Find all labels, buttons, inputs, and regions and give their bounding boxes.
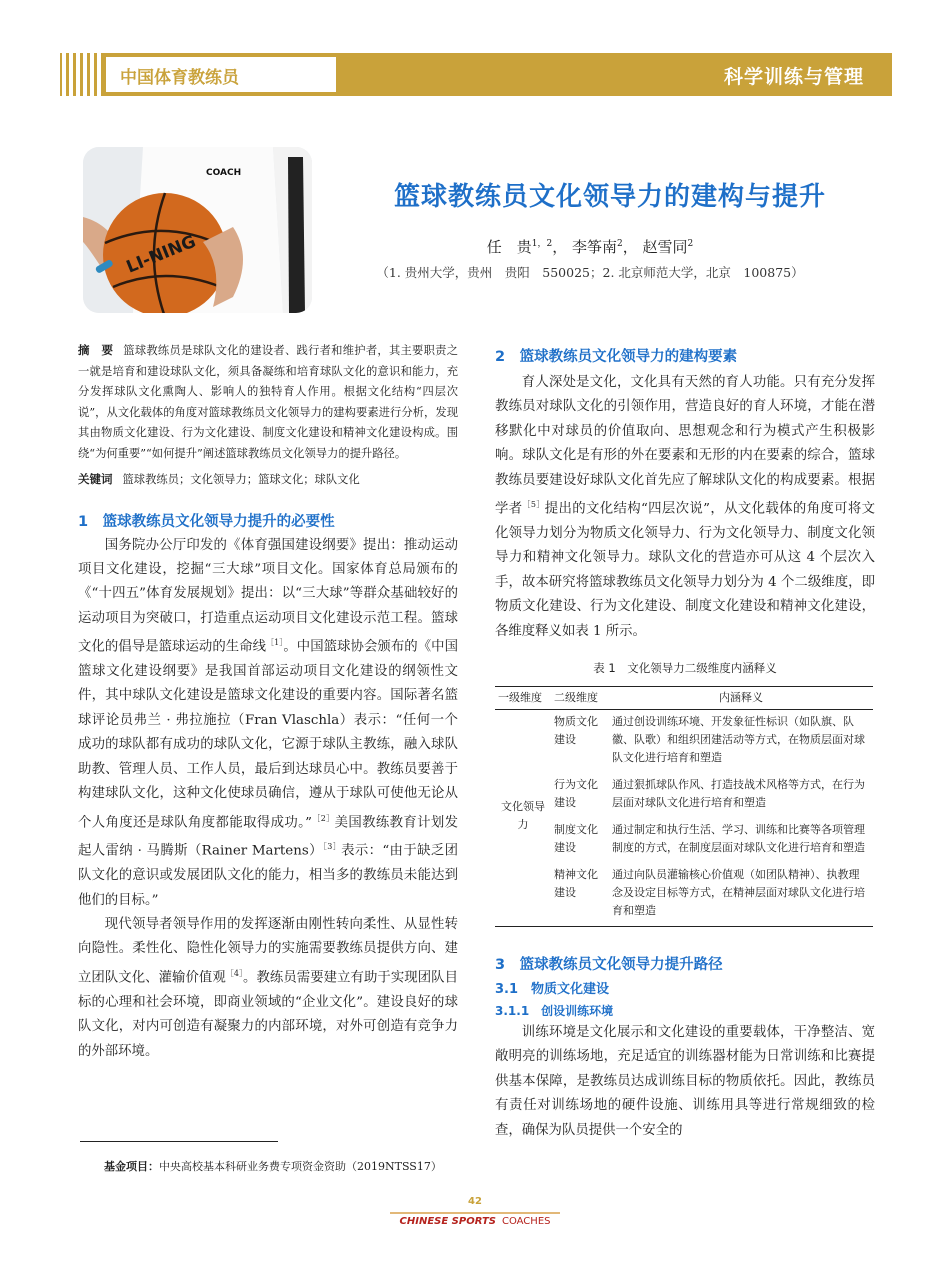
abstract-text: 篮球教练员是球队文化的建设者、践行者和维护者，其主要职责之一就是培育和建设球队文化，须具备凝练和培育球队文化的意识和能力，充分发挥球队文化熏陶人、影响人的独特育人作用。根据文化结构“四层次说”，从文化载体的角度对篮球教练员文化领导力的建构要素进行分析，发现其由物质文化建设、行为文化建设、制度文化建设和精神文化建设构成。围绕“为何重要”“如何提升”阐述篮球教练员文化领导力的提升路径。: [78, 344, 458, 460]
coach-photo-illustration: [83, 147, 312, 313]
table-desc-cell: 通过向队员灌输核心价值观（如团队精神）、执教理念及设定目标等方式，在精神层面对球队文化进行培育和塑造: [612, 867, 865, 917]
page-number: 42: [468, 1196, 482, 1207]
keywords-label: 关键词: [78, 471, 113, 486]
footer-brand: [0, 1216, 950, 1227]
shirt-text: COACH: [206, 168, 242, 178]
author-affil-mark: 2: [617, 239, 623, 249]
section-3-heading: 3 篮球教练员文化领导力提升路径: [495, 956, 723, 973]
citation-3: ［3］: [322, 842, 342, 852]
author-name: 赵雪同: [642, 238, 688, 256]
citation-4: ［4］: [225, 968, 244, 978]
table-1: [495, 686, 873, 927]
author-affil-mark: 2: [687, 239, 694, 249]
table-dim-cell: 制度文化建设: [554, 822, 598, 854]
citation-1: ［1］: [266, 638, 284, 648]
table-row: [495, 773, 873, 818]
table-header-cell: 一级维度: [498, 690, 542, 704]
author-name: 任 贵: [486, 238, 532, 256]
section-2-paragraph-1: 育人深处是文化，文化具有天然的育人功能。只有充分发挥教练员对球队文化的引领作用，营造良好的育人环境，才能在潜移默化中对球员的价值取向、思想观念和行为模式产生积极影响。球队文化是有形的外在要素和无形的内在要素的综合，篮球教练员要建设好球队文化首先应了解球队文化的构成要素。根据学者$^{[5]}$提出的文化结构“四层次说”，从文化载体的角度可将文化领导力划分为物质文化领导力、行为文化领导力、制度文化领导力和精神文化领导力。球队文化的营造亦可从这 4 个层次入手，故本研究将篮球教练员文化领导力划分为 4 个二级维度，即物质文化建设、行为文化建设、制度文化建设和精神文化建设，各维度释义如表 1 所示。: [495, 375, 875, 639]
section-1-paragraph-1: 国务院办公厅印发的《体育强国建设纲要》提出：推动运动项目文化建设，挖掘“三大球”项目文化。国家体育总局颁布的《“十四五”体育发展规划》提出：以“三大球”等群众基础较好的运动项目为突破口，打造重点运动项目文化建设示范工程。篮球文化的倡导是篮球运动的生命线$^{[1]}$。中国篮球协会颁布的《中国篮球文化建设纲要》是我国首部运动项目文化建设的纲领性文件，其中球队文化建设是篮球文化建设的重要内容。国际著名篮球评论员弗兰 · 弗拉施拉（Fran Vlaschla）表示：“任何一个成功的球队都有成功的球队文化，它源于球队主教练，融入球队助教、管理人员、工作人员，最后到达球员心中。教练员要善于构建球队文化，这种文化使球员确信，遵从于球队可使他无论从个人角度还是球队角度都能取得成功。”$^{[2]}$美国教练教育计划发起人雷纳 · 马腾斯（Rainer Martens）$^{[3]}$表示：“由于缺乏团队文化的意识或发展团队文化的能力，相当多的教练员未能达到他们的目标。”: [78, 537, 458, 908]
table-row: [495, 863, 873, 927]
keywords: [78, 469, 458, 490]
table-level1-cell: 文化领导力: [501, 800, 545, 832]
funding-text: 中央高校基本科研业务费专项资金资助（2019NTSS17）: [159, 1160, 442, 1173]
table-row: [495, 818, 873, 863]
author-name: 李筝南: [571, 238, 617, 256]
footer-brand-primary: CHINESE SPORTS: [399, 1216, 496, 1227]
author-affil-mark: 1，2: [531, 239, 553, 249]
table-dim-cell: 行为文化建设: [554, 777, 598, 809]
section-name: 科学训练与管理: [723, 66, 864, 88]
coach-photo: [83, 147, 312, 313]
table-header-cell: 内涵释义: [719, 690, 763, 704]
section-2-heading: 2 篮球教练员文化领导力的建构要素: [495, 349, 738, 365]
article-title: 篮球教练员文化领导力的建构与提升: [393, 182, 826, 212]
footer-rule: [390, 1212, 560, 1214]
table-desc-cell: 通过制定和执行生活、学习、训练和比赛等各项管理制度的方式，在制度层面对球队文化进行培育和塑造: [612, 822, 865, 854]
section-1-paragraph-2: 现代领导者领导作用的发挥逐渐由刚性转向柔性、从显性转向隐性。柔性化、隐性化领导力的实施需要教练员提供方向、建立团队文化、灌输价值观$^{[4]}$。教练员需要建立有助于实现团队目标的心理和社会环境，即商业领域的“企业文化”。建设良好的球队文化，对内可创造有凝聚力的内部环境，对外可创造有竞争力的外部环境。: [78, 917, 458, 1059]
table-desc-cell: 通过创设训练环境、开发象征性标识（如队旗、队徽、队歌）和组织团建活动等方式，在物质层面对球队文化进行培育和塑造: [612, 714, 865, 764]
abstract-label: 摘 要: [78, 343, 114, 357]
header-stripes: [60, 53, 104, 96]
keywords-text: 篮球教练员；文化领导力；篮球文化；球队文化: [122, 472, 360, 486]
footer-brand-secondary: COACHES: [501, 1216, 551, 1227]
table-dim-cell: 物质文化建设: [554, 714, 598, 746]
table-desc-cell: 通过狠抓球队作风、打造技战术风格等方式，在行为层面对球队文化进行培育和塑造: [612, 777, 865, 809]
author-affiliation: （1. 贵州大学，贵州 贵阳 550025；2. 北京师范大学，北京 100875）: [376, 265, 804, 280]
left-column: [78, 340, 458, 1064]
journal-name: 中国体育教练员: [106, 57, 336, 92]
table-1-caption: 表 1 文化领导力二级维度内涵释义: [593, 660, 777, 675]
funding-label: 基金项目：: [104, 1160, 159, 1173]
journal-header-band: [60, 53, 892, 96]
footnote-rule: [80, 1141, 278, 1142]
ball-brand-text: LI-NING: [123, 231, 199, 278]
citation-2: ［2］: [312, 813, 335, 823]
table-dim-cell: 精神文化建设: [554, 867, 598, 899]
table-row: [495, 709, 873, 773]
subsection-3-1-1-heading: 3.1.1 创设训练环境: [495, 1003, 614, 1018]
subsection-3-1-heading: 3.1 物质文化建设: [495, 981, 610, 997]
funding-note: [104, 1158, 442, 1174]
abstract: [78, 340, 458, 465]
author-list: 任 贵$^{1,2}$， 李筝南$^2$， 赵雪同$^2$: [486, 238, 694, 256]
section-1-heading: 1 篮球教练员文化领导力提升的必要性: [78, 513, 335, 530]
table-header-row: [495, 686, 873, 709]
section-3-paragraph-1: 训练环境是文化展示和文化建设的重要载体，干净整洁、宽敞明亮的训练场地，充足适宜的训练器材能为日常训练和比赛提供基本保障，是教练员达成训练目标的物质依托。因此，教练员有责任对训练场地的硬件设施、训练用具等进行常规细致的检查，确保为队员提供一个安全的: [495, 1024, 875, 1138]
citation-5: ［5］: [522, 500, 545, 510]
table-header-cell: 二级维度: [554, 690, 598, 704]
right-column: [495, 345, 875, 1143]
